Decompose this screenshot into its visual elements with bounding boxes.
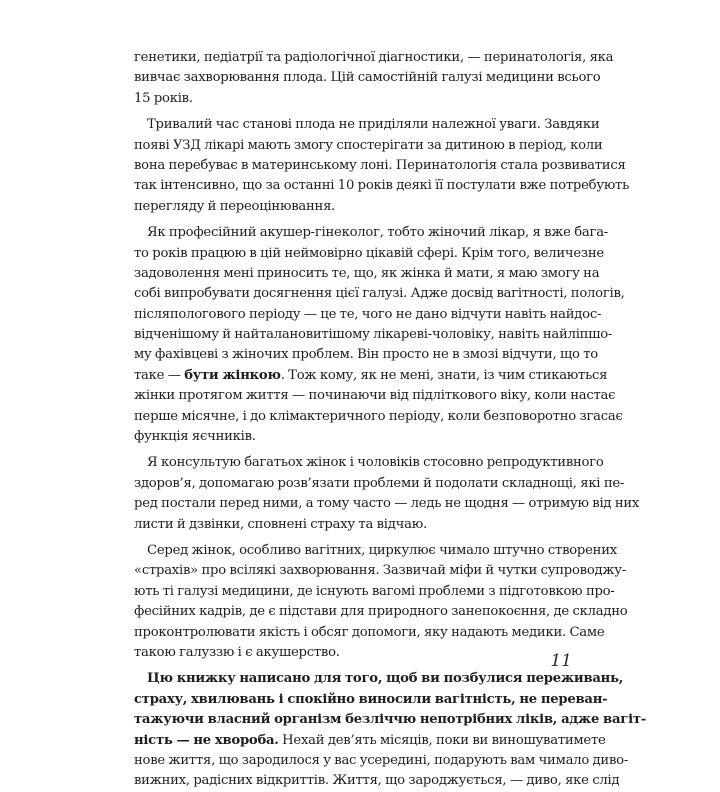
text-line [134,223,609,243]
text-segment: здоров’я, допомагаю розв’язати проблеми й подолати складнощі, які пе- [134,475,625,491]
paragraph [134,669,646,791]
text-line [134,602,628,622]
text-line [134,453,604,473]
text-segment: вона перебуває в материнському лоні. Перинатологія стала розвиватися [134,157,626,173]
text-segment: листи й дзвінки, сповнені страху та відчаю. [134,516,427,532]
bold-text: ність — не хвороба. [134,732,279,748]
text-line [134,541,617,561]
text-line [134,48,614,68]
text-line [134,407,623,427]
page-number: 11 [550,651,572,671]
paragraph [134,115,630,217]
text-segment: вивчає захворювання плода. Цій самостійній галузі медицини всього [134,70,601,86]
text-line [134,669,624,689]
text-line [134,244,604,264]
text-segment: «страхів» про всілякі захворювання. Зазвичай міфи й чутки супроводжу- [134,563,626,579]
text-line [134,89,575,109]
text-line [134,115,600,135]
text-line [134,623,605,643]
text-segment: генетики, педіатрії та радіологічної діагностики, — перинатологія, яка [134,50,614,65]
text-segment: жінки протягом життя — починаючи від підліткового віку, коли настає [134,388,616,404]
paragraph [134,48,614,109]
text-line [134,582,615,602]
text-segment: 15 років. [134,90,193,106]
text-line [134,690,608,710]
text-line [134,561,626,581]
text-segment: Як професійний акушер-гінеколог, тобто жіночий лікар, я вже бага- [147,225,609,241]
text-segment: Тривалий час станові плода не приділяли належної уваги. Завдяки [147,117,600,133]
text-line [134,156,626,176]
text-segment: Нехай дев’ять місяців, поки ви виношуватимете [278,732,606,748]
text-segment: Серед жінок, особливо вагітних, циркулює чимало штучно створених [147,542,617,558]
bold-text: страху, хвилювань і спокійно виносили вагітність, не переван- [134,691,608,707]
text-line [134,284,625,304]
text-segment: такою галуззю і є акушерство. [134,644,340,660]
text-line [134,366,608,386]
text-line [134,305,602,325]
text-line [134,176,630,196]
text-segment: проконтролювати якість і обсяг допомоги, яку надають медики. Саме [134,624,605,640]
text-segment: фесійних кадрів, де є підстави для природного занепокоєння, де складно [134,604,628,620]
text-segment: функція яєчників. [134,429,256,445]
text-segment: Я консультую багатьох жінок і чоловіків стосовно репродуктивного [147,455,604,471]
text-segment: вижних, радісних відкриттів. Життя, що зароджується, — диво, яке слід [134,773,620,789]
paragraph [134,541,628,663]
text-line [134,427,575,447]
text-segment: так інтенсивно, що за останні 10 років деякі її постулати вже потребують [134,178,630,194]
text-line [134,136,603,156]
text-segment: післяпологового періоду — це те, чого не дано відчути навіть найдос- [134,306,602,322]
text-line [134,386,616,406]
text-line [134,731,606,751]
text-segment: то років працюю в цій неймовірно цікавій сфері. Крім того, величезне [134,245,604,261]
bold-text: бути жінкою [184,367,281,383]
text-line [134,751,629,771]
text-segment: ред постали перед ними, а тому часто — ледь не щодня — отримую від них [134,496,640,512]
text-line [134,264,600,284]
text-segment: нове життя, що зародилося у вас усередині, подарують вам чимало диво- [134,752,629,768]
text-line [134,494,640,514]
text-line [134,515,575,535]
text-segment: задоволення мені приносить те, що, як жінка й мати, я маю змогу на [134,265,600,281]
text-line [134,771,620,791]
text-segment: таке — [134,367,185,383]
bold-text: тажуючи власний організм безліччю непотрібних ліків, адже вагіт- [134,712,646,728]
text-line [134,474,625,494]
bold-text: Цю книжку написано для того, щоб ви позбулися переживань, [147,671,624,687]
body-text [134,48,646,792]
text-segment: появі УЗД лікарі мають змогу спостерігати за дитиною в період, коли [134,137,603,153]
text-segment: перше місячне, і до клімактеричного періоду, коли безповоротно згасає [134,408,623,424]
text-line [134,197,575,217]
text-segment: собі випробувати досягнення цієї галузі. Адже досвід вагітності, пологів, [134,286,625,302]
text-line [134,68,601,88]
text-line [134,325,613,345]
text-segment: відченішому й найталановитішому лікареві-чоловіку, навіть найліпшо- [134,327,613,343]
paragraph [134,223,625,447]
text-line [134,345,598,365]
text-segment: ють ті галузі медицини, де існують вагомі проблеми з підготовкою про- [134,583,615,599]
text-line [134,643,575,663]
text-segment: перегляду й переоцінювання. [134,198,336,214]
text-segment: . Тож кому, як не мені, знати, із чим стикаються [280,367,608,383]
text-segment: му фахівцеві з жіночих проблем. Він просто не в змозі відчути, що то [134,347,598,363]
paragraph [134,453,640,535]
text-line [134,710,646,730]
